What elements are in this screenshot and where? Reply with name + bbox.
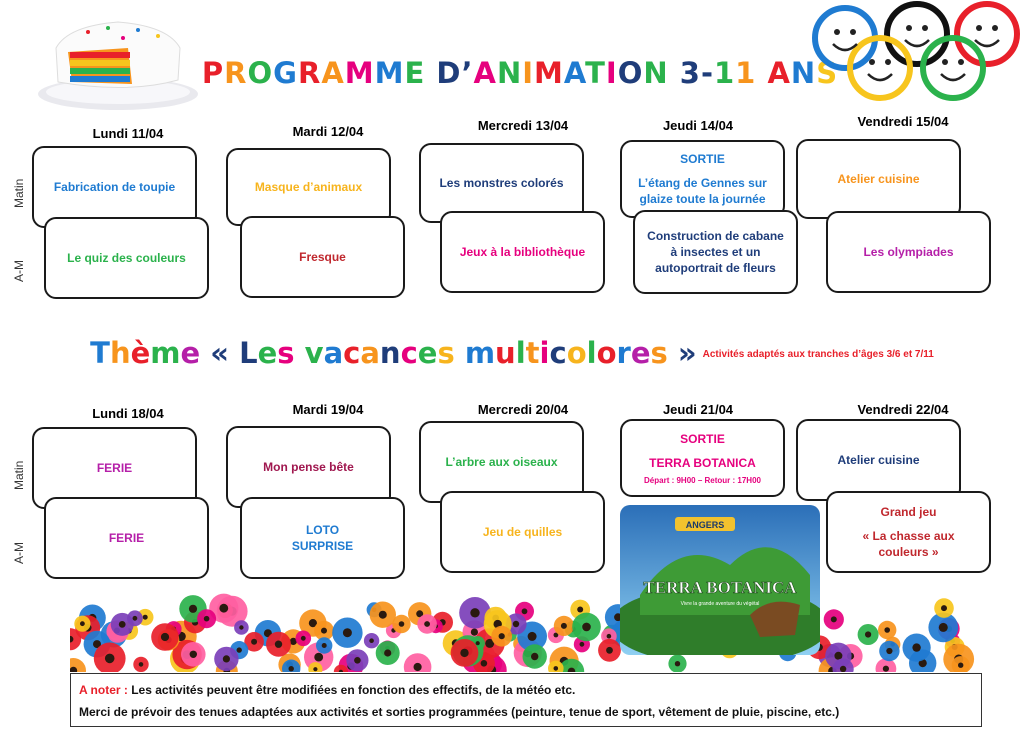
poster-name: TERRA BOTANICA [643, 578, 797, 597]
theme-letter [668, 336, 678, 370]
theme-letter: m [464, 336, 496, 370]
theme-letter: r [616, 336, 631, 370]
activity-text: couleurs » [878, 545, 939, 559]
day-heading: Jeudi 21/04 [662, 402, 734, 417]
day-heading: Lundi 11/04 [92, 126, 164, 141]
theme-letter: t [525, 336, 540, 370]
theme-letter: e [417, 336, 438, 370]
title-letter: I [522, 56, 535, 90]
activity-text: Fresque [299, 250, 346, 264]
theme-letter: e [180, 336, 201, 370]
title-letter: M [534, 56, 564, 90]
activity-text: Jeu de quilles [482, 525, 563, 539]
theme-letter: n [379, 336, 401, 370]
activity-text [907, 520, 910, 528]
morning-activity-box [796, 139, 961, 219]
activity-text: Les olympiades [863, 245, 954, 259]
activity-text: Le quiz des couleurs [67, 251, 186, 265]
title-letter: E [404, 56, 426, 90]
theme-letter [295, 336, 305, 370]
title-letter: ’ [461, 56, 474, 90]
afternoon-activity-box [44, 217, 209, 299]
title-letter: I [605, 56, 618, 90]
activity-text: SURPRISE [291, 539, 354, 553]
morning-label: Matin [12, 460, 26, 490]
theme-letter: c [343, 336, 361, 370]
day-heading: Lundi 18/04 [92, 406, 164, 421]
day-heading: Vendredi 22/04 [857, 402, 949, 417]
afternoon-activity-box [826, 491, 991, 573]
theme-letter: e [257, 336, 278, 370]
afternoon-activity-box [240, 216, 405, 298]
morning-activity-box [226, 148, 391, 226]
rainbow-cake-image [28, 8, 203, 112]
theme-letter: m [150, 336, 181, 370]
title-letter: D [436, 56, 462, 90]
title-letter: 3 [679, 56, 701, 90]
activity-text: TERRA BOTANICA [649, 455, 756, 470]
title-letter: 1 [735, 56, 757, 90]
footer-line-1: Les activités peuvent être modifiées en fonction des effectifs, de la météo etc. [127, 683, 576, 697]
title-letter: T [585, 56, 606, 90]
activity-text: Atelier cuisine [837, 172, 920, 186]
afternoon-activity-box [440, 491, 605, 573]
title-letter: A [563, 56, 586, 90]
title-letter: N [643, 56, 669, 90]
activity-text: Masque d’animaux [254, 180, 363, 194]
theme-letter: è [130, 336, 151, 370]
afternoon-activity-box [240, 497, 405, 579]
theme-letter: i [539, 336, 550, 370]
theme-letter: s [437, 336, 455, 370]
activity-text: FERIE [96, 461, 133, 475]
afternoon-activity-box [440, 211, 605, 293]
afternoon-activity-box [633, 210, 798, 294]
theme-letter: c [549, 336, 567, 370]
footer-line-2: Merci de prévoir des tenues adaptées aux activités et sorties programmées (peinture, tenue de sport, vêtement de pluie, piscine, etc.) [79, 705, 840, 719]
theme-letter [229, 336, 239, 370]
theme-letter: h [109, 336, 131, 370]
title-letter: A [321, 56, 345, 90]
morning-activity-box [226, 426, 391, 508]
afternoon-label: A-M [12, 542, 26, 564]
activity-text [701, 447, 704, 455]
activity-text: autoportrait de fleurs [655, 261, 776, 275]
activity-text: SORTIE [680, 152, 725, 166]
activity-text: LOTO [305, 523, 340, 537]
activity-text: « La chasse aux [862, 529, 955, 543]
morning-activity-box [620, 140, 785, 218]
title-letter: G [273, 56, 298, 90]
activity-text: Jeux à la bibliothèque [459, 245, 586, 259]
theme-letter: o [596, 336, 617, 370]
footer-label: A noter : [79, 683, 128, 697]
activity-text: Atelier cuisine [837, 453, 920, 467]
title-letter: S [816, 56, 839, 90]
title-letter: O [247, 56, 274, 90]
flowers-banner-image [70, 590, 990, 672]
day-heading: Mardi 19/04 [292, 402, 364, 417]
poster-brand: ANGERS [685, 520, 725, 530]
theme-letter: u [495, 336, 516, 370]
title-letter [669, 56, 680, 90]
theme-letter: o [566, 336, 587, 370]
theme-letter [200, 336, 210, 370]
afternoon-label: A-M [12, 260, 26, 282]
theme-letter: T [90, 336, 110, 370]
day-heading: Mercredi 13/04 [477, 118, 569, 133]
theme-letter: c [400, 336, 418, 370]
activity-text: Mon pense bête [263, 460, 354, 474]
afternoon-activity-box [44, 497, 209, 579]
title-letter: R [297, 56, 322, 90]
program-title [180, 56, 860, 90]
theme-letter [455, 336, 465, 370]
activity-text: Les monstres colorés [439, 176, 564, 190]
activity-text [701, 167, 704, 175]
title-letter: O [617, 56, 644, 90]
title-letter: A [767, 56, 791, 90]
day-heading: Vendredi 15/04 [857, 114, 949, 129]
activity-text: Grand jeu [880, 505, 937, 519]
activity-text: à insectes et un [670, 245, 761, 259]
title-letter [756, 56, 767, 90]
activity-text: glaize toute la journée [639, 192, 766, 206]
theme-letter: v [304, 336, 324, 370]
morning-activity-box [32, 146, 197, 228]
activity-text: SORTIE [680, 431, 725, 446]
title-letter: M [374, 56, 405, 90]
footer-note [70, 673, 982, 727]
theme-letter: L [239, 336, 258, 370]
activity-text: Construction de cabane [647, 229, 784, 243]
olympic-smiley-rings-image [805, 0, 1024, 105]
morning-activity-box [620, 419, 785, 497]
title-letter: M [344, 56, 375, 90]
theme-letter: a [323, 336, 344, 370]
day-heading: Jeudi 14/04 [662, 118, 734, 133]
afternoon-activity-box [826, 211, 991, 293]
title-letter: - [700, 56, 714, 90]
poster-tagline: Vivre la grande aventure du végétal [680, 601, 760, 607]
title-letter: N [496, 56, 523, 90]
theme-letter: l [515, 336, 526, 370]
title-letter [425, 56, 436, 90]
theme-letter: l [586, 336, 597, 370]
theme-title [0, 336, 1024, 370]
theme-age-note: Activités adaptés aux tranches d’âges 3/6 et 7/11 [702, 349, 934, 360]
activity-text: L’arbre aux oiseaux [445, 455, 558, 469]
theme-letter: » [677, 336, 697, 370]
title-letter: N [790, 56, 817, 90]
morning-label: Matin [12, 178, 26, 208]
day-heading: Mercredi 20/04 [477, 402, 569, 417]
title-letter: R [224, 56, 248, 90]
morning-activity-box [796, 419, 961, 501]
departure-time: Départ : 9H00 – Retour : 17H00 [644, 475, 761, 485]
theme-letter: « [210, 336, 230, 370]
theme-letter: s [650, 336, 668, 370]
theme-letter: a [360, 336, 380, 370]
theme-letter: e [630, 336, 651, 370]
activity-text: Fabrication de toupie [53, 180, 176, 194]
title-letter: P [201, 56, 225, 90]
title-letter: 1 [713, 56, 736, 90]
title-letter: A [473, 56, 497, 90]
theme-letter: s [277, 336, 295, 370]
activity-text: FERIE [108, 531, 145, 545]
terra-botanica-poster [620, 505, 820, 655]
activity-text: L’étang de Gennes sur [638, 176, 767, 190]
day-heading: Mardi 12/04 [292, 124, 364, 139]
